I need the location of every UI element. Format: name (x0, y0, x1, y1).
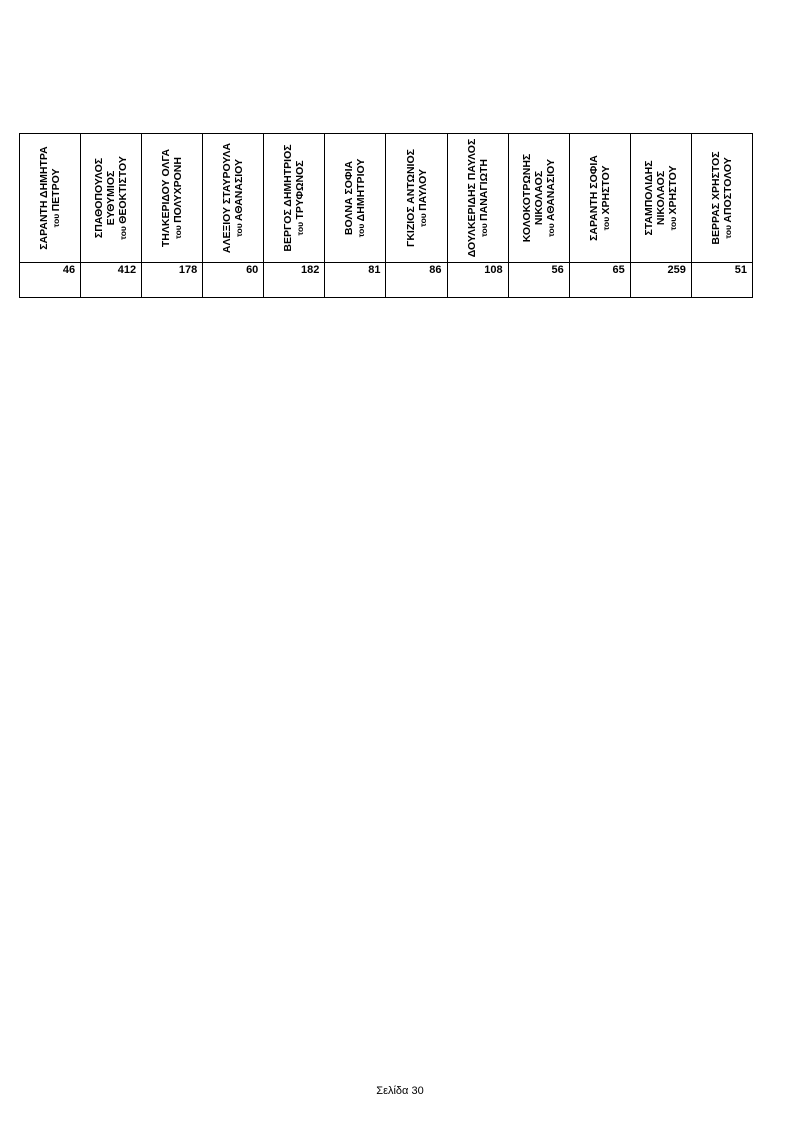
candidate-patronym: του ΠΟΛΥΧΡΟΝΗ (172, 157, 185, 239)
vote-count-cell (386, 263, 447, 298)
vote-count: 81 (368, 264, 381, 276)
candidate-name: ΒΕΡΓΟΣ ΔΗΜΗΤΡΙΟΣ (282, 144, 295, 252)
candidate-header-cell (325, 134, 386, 263)
candidate-patronym: του ΠΕΤΡΟΥ (50, 168, 63, 228)
vote-count-cell (20, 263, 81, 298)
candidate-header-cell (447, 134, 508, 263)
vote-count: 51 (734, 264, 747, 276)
candidate-name: ΤΗΛΚΕΡΙΔΟΥ ΟΛΓΑ (160, 148, 173, 248)
vote-count: 108 (484, 264, 503, 276)
candidate-patronym: του ΔΗΜΗΤΡΙΟΥ (355, 158, 368, 238)
vote-count: 65 (612, 264, 625, 276)
candidate-name: ΑΛΕΞΙΟΥ ΣΤΑΥΡΟΥΛΑ (221, 142, 234, 254)
candidate-patronym: του ΑΘΑΝΑΣΙΟΥ (233, 158, 246, 238)
vote-count-cell (630, 263, 691, 298)
candidate-name: ΓΚΙΖΙΟΣ ΑΝΤΩΝΙΟΣ (404, 149, 417, 247)
vote-count: 60 (246, 264, 259, 276)
candidate-header-cell (20, 134, 81, 263)
candidate-patronym: του ΧΡΗΣΤΟΥ (599, 165, 612, 231)
vote-count-cell (325, 263, 386, 298)
candidate-name: ΣΠΑΘΟΠΟΥΛΟΣ ΕΥΘΥΜΙΟΣ (93, 157, 118, 239)
candidate-name: ΔΟΥΛΚΕΡΙΔΗΣ ΠΑΥΛΟΣ (465, 138, 478, 258)
vote-count-cell (264, 263, 325, 298)
vote-count: 56 (551, 264, 564, 276)
candidate-patronym: του ΑΘΑΝΑΣΙΟΥ (544, 158, 557, 238)
vote-count: 86 (429, 264, 442, 276)
candidate-header-cell (691, 134, 752, 263)
candidate-patronym: του ΘΕΟΚΤΙΣΤΟΥ (117, 156, 130, 240)
vote-count: 412 (117, 264, 137, 276)
candidate-patronym: του ΠΑΥΛΟΥ (416, 169, 429, 227)
vote-count-cell (203, 263, 264, 298)
vote-count-cell (81, 263, 142, 298)
candidate-header-cell (142, 134, 203, 263)
candidate-patronym: του ΤΡΥΦΩΝΟΣ (294, 160, 307, 236)
candidate-header-cell (264, 134, 325, 263)
candidate-header-cell (81, 134, 142, 263)
vote-count: 178 (178, 264, 198, 276)
vote-count-cell (142, 263, 203, 298)
candidate-patronym: του ΠΑΝΑΓΙΩΤΗ (477, 158, 490, 238)
candidate-votes-table (19, 133, 753, 298)
page-number: Σελίδα 30 (376, 1085, 424, 1097)
vote-count-cell (508, 263, 569, 298)
candidate-patronym: του ΑΠΟΣΤΟΛΟΥ (721, 157, 734, 239)
candidate-header-cell (508, 134, 569, 263)
candidate-name: ΣΑΡΑΝΤΗ ΣΟΦΙΑ (587, 155, 600, 241)
vote-count-cell (569, 263, 630, 298)
vote-count-cell (447, 263, 508, 298)
candidate-name: ΣΑΡΑΝΤΗ ΔΗΜΗΤΡΑ (38, 146, 51, 250)
candidate-name: ΚΟΛΟΚΟΤΡΩΝΗΣ ΝΙΚΟΛΑΟΣ (520, 153, 545, 243)
header-row (20, 134, 753, 263)
candidate-name: ΒΕΡΡΑΣ ΧΡΗΣΤΟΣ (709, 151, 722, 245)
votes-row (20, 263, 753, 298)
vote-count: 259 (667, 264, 686, 276)
candidate-header-cell (386, 134, 447, 263)
candidate-header-cell (630, 134, 691, 263)
vote-count-cell (691, 263, 752, 298)
candidate-header-cell (569, 134, 630, 263)
candidate-patronym: του ΧΡΗΣΤΟΥ (666, 165, 679, 231)
vote-count: 182 (301, 264, 320, 276)
vote-count: 46 (62, 264, 76, 276)
candidate-header-cell (203, 134, 264, 263)
candidate-name: ΒΟΛΝΑ ΣΟΦΙΑ (343, 160, 356, 236)
candidate-name: ΣΤΑΜΠΟΛΙΔΗΣ ΝΙΚΟΛΑΟΣ (642, 160, 667, 236)
